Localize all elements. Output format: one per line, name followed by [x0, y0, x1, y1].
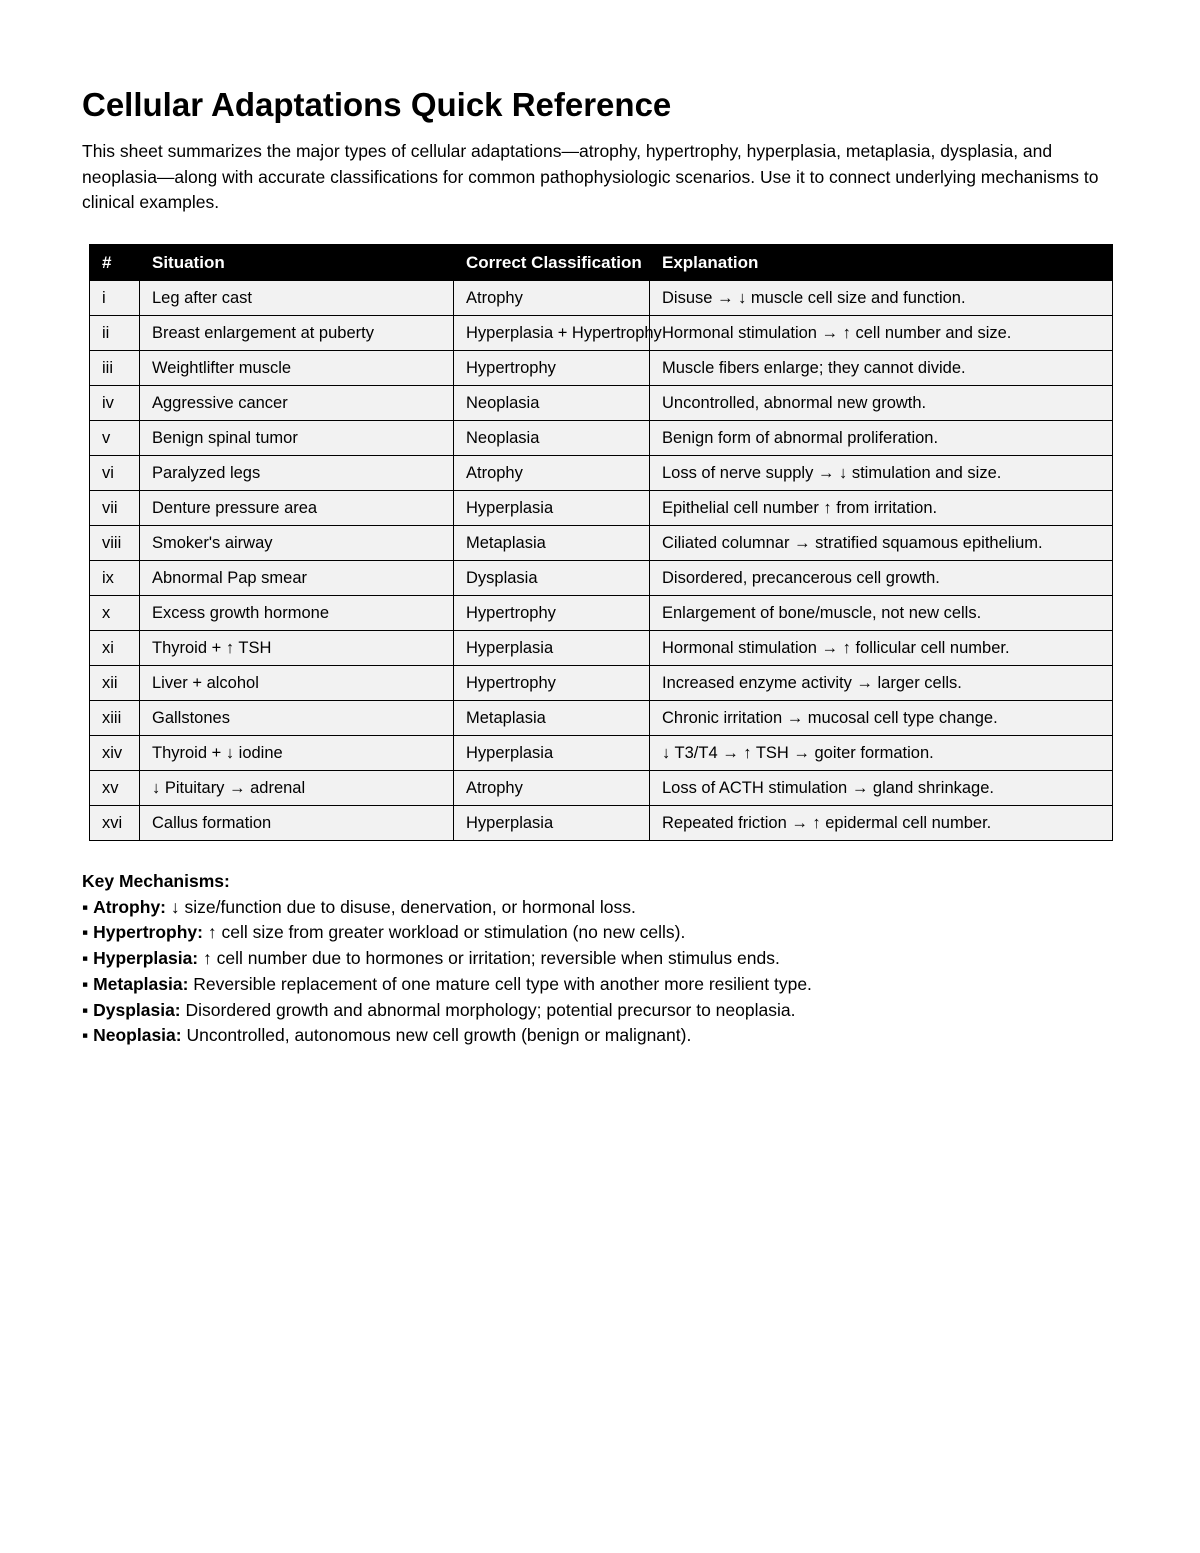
mechanism-text: ↑ cell number due to hormones or irritation; reversible when stimulus ends.	[203, 948, 780, 969]
situation-cell: Benign spinal tumor	[140, 421, 454, 456]
table-row	[90, 736, 1113, 771]
classification-cell: Atrophy	[454, 281, 650, 316]
situation-cell: Liver + alcohol	[140, 666, 454, 701]
intro-paragraph: This sheet summarizes the major types of cellular adaptations—atrophy, hypertrophy, hyperplasia, metaplasia, dysplasia, and neoplasia—along with accurate classifications for common pathophysiologic scenarios. Use it to connect underlying mechanisms to clinical examples.	[82, 141, 1099, 212]
table-row	[90, 526, 1113, 561]
classification-cell: Atrophy	[454, 771, 650, 806]
mechanism-text: Uncontrolled, autonomous new cell growth (benign or malignant).	[186, 1025, 692, 1046]
mechanism-item	[82, 946, 812, 972]
bullet-icon: ▪	[82, 922, 89, 943]
row-number: xv	[90, 771, 140, 806]
table-row	[90, 596, 1113, 631]
table-row	[90, 316, 1113, 351]
situation-cell: Smoker's airway	[140, 526, 454, 561]
situation-cell: Thyroid + ↓ iodine	[140, 736, 454, 771]
classification-cell: Neoplasia	[454, 421, 650, 456]
table-row	[90, 806, 1113, 841]
row-number: xiii	[90, 701, 140, 736]
row-number: i	[90, 281, 140, 316]
situation-cell: ↓ Pituitary → adrenal	[140, 771, 454, 806]
mechanism-term: Neoplasia:	[93, 1025, 182, 1046]
situation-cell: Paralyzed legs	[140, 456, 454, 491]
mechanism-term: Metaplasia:	[93, 973, 189, 994]
table-row	[90, 561, 1113, 596]
bullet-icon: ▪	[82, 948, 89, 969]
table-row	[90, 386, 1113, 421]
situation-cell: Abnormal Pap smear	[140, 561, 454, 596]
explanation-cell: Disordered, precancerous cell growth.	[650, 561, 1113, 596]
classification-cell: Hyperplasia	[454, 806, 650, 841]
row-number: ii	[90, 316, 140, 351]
row-number: xvi	[90, 806, 140, 841]
page-title: Cellular Adaptations Quick Reference	[82, 86, 672, 123]
mechanism-item	[82, 895, 812, 921]
explanation-cell: Disuse → ↓ muscle cell size and function.	[650, 281, 1113, 316]
row-number: xiv	[90, 736, 140, 771]
mechanism-text: Disordered growth and abnormal morphology; potential precursor to neoplasia.	[185, 999, 796, 1020]
situation-cell: Excess growth hormone	[140, 596, 454, 631]
explanation-cell: ↓ T3/T4 → ↑ TSH → goiter formation.	[650, 736, 1113, 771]
classification-cell: Hyperplasia	[454, 491, 650, 526]
mechanism-item	[82, 972, 812, 998]
bullet-icon: ▪	[82, 896, 89, 917]
mechanism-term: Dysplasia:	[93, 999, 181, 1020]
situation-cell: Weightlifter muscle	[140, 351, 454, 386]
mechanism-item	[82, 1023, 812, 1049]
classification-cell: Hypertrophy	[454, 351, 650, 386]
mechanism-text: ↓ size/function due to disuse, denervation, or hormonal loss.	[170, 896, 636, 917]
table-row	[90, 771, 1113, 806]
mechanism-item	[82, 998, 812, 1024]
explanation-cell: Repeated friction → ↑ epidermal cell number.	[650, 806, 1113, 841]
situation-cell: Denture pressure area	[140, 491, 454, 526]
explanation-cell: Enlargement of bone/muscle, not new cells.	[650, 596, 1113, 631]
mechanism-term: Hypertrophy:	[93, 922, 203, 943]
key-mechanisms	[82, 869, 812, 1049]
explanation-cell: Uncontrolled, abnormal new growth.	[650, 386, 1113, 421]
table-row	[90, 701, 1113, 736]
row-number: x	[90, 596, 140, 631]
document-page	[82, 84, 1112, 1046]
explanation-cell: Loss of nerve supply → ↓ stimulation and size.	[650, 456, 1113, 491]
row-number: ix	[90, 561, 140, 596]
explanation-cell: Loss of ACTH stimulation → gland shrinkage.	[650, 771, 1113, 806]
explanation-cell: Epithelial cell number ↑ from irritation.	[650, 491, 1113, 526]
header-classification: Correct Classification	[454, 245, 650, 281]
row-number: iv	[90, 386, 140, 421]
situation-cell: Thyroid + ↑ TSH	[140, 631, 454, 666]
table-row	[90, 666, 1113, 701]
bullet-icon: ▪	[82, 973, 89, 994]
classification-cell: Hyperplasia + Hypertrophy	[454, 316, 650, 351]
mechanism-term: Hyperplasia:	[93, 948, 199, 969]
table-row	[90, 281, 1113, 316]
row-number: vi	[90, 456, 140, 491]
explanation-cell: Benign form of abnormal proliferation.	[650, 421, 1113, 456]
classification-cell: Hypertrophy	[454, 596, 650, 631]
mechanism-list	[82, 895, 812, 1049]
table-header	[90, 245, 1113, 281]
situation-cell: Leg after cast	[140, 281, 454, 316]
mechanism-item	[82, 920, 812, 946]
row-number: iii	[90, 351, 140, 386]
row-number: xi	[90, 631, 140, 666]
situation-cell: Breast enlargement at puberty	[140, 316, 454, 351]
explanation-cell: Ciliated columnar → stratified squamous epithelium.	[650, 526, 1113, 561]
table-row	[90, 421, 1113, 456]
bullet-icon: ▪	[82, 1025, 89, 1046]
mechanism-text: ↑ cell size from greater workload or stimulation (no new cells).	[207, 922, 686, 943]
explanation-cell: Muscle fibers enlarge; they cannot divide.	[650, 351, 1113, 386]
header-row	[90, 245, 1113, 281]
classification-cell: Neoplasia	[454, 386, 650, 421]
row-number: xii	[90, 666, 140, 701]
header-number: #	[90, 245, 140, 281]
classification-cell: Hyperplasia	[454, 631, 650, 666]
table-row	[90, 351, 1113, 386]
classification-cell: Dysplasia	[454, 561, 650, 596]
classification-cell: Hypertrophy	[454, 666, 650, 701]
header-situation: Situation	[140, 245, 454, 281]
table-row	[90, 456, 1113, 491]
situation-cell: Callus formation	[140, 806, 454, 841]
explanation-cell: Hormonal stimulation → ↑ cell number and size.	[650, 316, 1113, 351]
explanation-cell: Increased enzyme activity → larger cells.	[650, 666, 1113, 701]
mechanism-text: Reversible replacement of one mature cell type with another more resilient type.	[193, 973, 812, 994]
row-number: vii	[90, 491, 140, 526]
mechanism-term: Atrophy:	[93, 896, 166, 917]
situation-cell: Aggressive cancer	[140, 386, 454, 421]
table-row	[90, 491, 1113, 526]
classification-cell: Metaplasia	[454, 701, 650, 736]
explanation-cell: Hormonal stimulation → ↑ follicular cell number.	[650, 631, 1113, 666]
classification-cell: Metaplasia	[454, 526, 650, 561]
situation-cell: Gallstones	[140, 701, 454, 736]
bullet-icon: ▪	[82, 999, 89, 1020]
table-body	[90, 281, 1113, 841]
adaptations-table	[89, 244, 1113, 841]
row-number: viii	[90, 526, 140, 561]
explanation-cell: Chronic irritation → mucosal cell type change.	[650, 701, 1113, 736]
key-mechanisms-title: Key Mechanisms:	[82, 871, 230, 891]
classification-cell: Hyperplasia	[454, 736, 650, 771]
row-number: v	[90, 421, 140, 456]
classification-cell: Atrophy	[454, 456, 650, 491]
header-explanation: Explanation	[650, 245, 1113, 281]
table-row	[90, 631, 1113, 666]
